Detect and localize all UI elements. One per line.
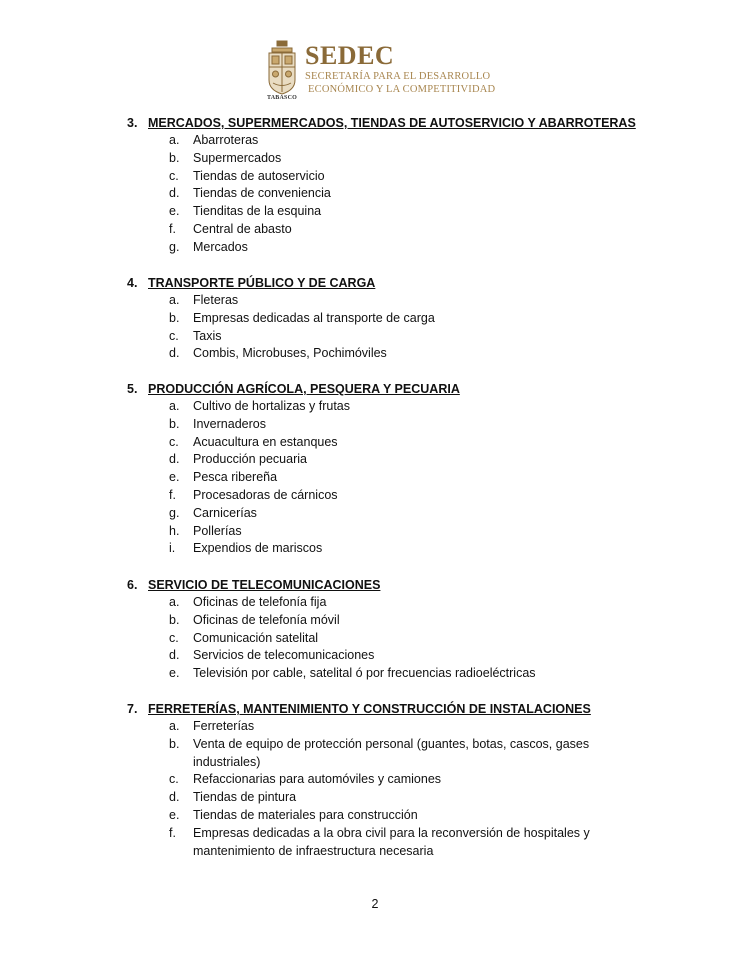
- item-letter: e.: [169, 470, 180, 485]
- item-letter: c.: [169, 168, 179, 183]
- list-item: [127, 487, 707, 505]
- item-letter: a.: [169, 719, 180, 733]
- list-item: [127, 168, 707, 186]
- item-letter: a.: [169, 399, 180, 413]
- brand-name: SEDEC: [305, 41, 395, 70]
- list-item: [127, 540, 707, 558]
- list-item: [127, 221, 707, 239]
- brand-line-1: SECRETARÍA PARA EL DESARROLLO: [305, 71, 491, 82]
- section-items: [127, 594, 707, 683]
- section-number: 3.: [127, 116, 138, 130]
- list-item: [127, 630, 707, 648]
- list-item: [127, 416, 707, 434]
- item-letter: c.: [169, 630, 179, 645]
- list-item: [127, 807, 707, 825]
- item-letter: g.: [169, 505, 180, 520]
- document-header: [265, 40, 505, 106]
- section-title: TRANSPORTE PÚBLICO Y DE CARGA: [148, 276, 376, 290]
- list-item: [127, 132, 707, 150]
- item-letter: d.: [169, 346, 180, 361]
- section-title: MERCADOS, SUPERMERCADOS, TIENDAS DE AUTOSERVICIO Y ABARROTERAS: [148, 116, 636, 130]
- section-4: [127, 274, 707, 363]
- item-text: Pesca ribereña: [193, 470, 278, 485]
- item-letter: f.: [169, 825, 176, 840]
- item-text: Refaccionarias para automóviles y camiones: [193, 772, 442, 787]
- item-text: Expendios de mariscos: [193, 541, 323, 556]
- item-letter: a.: [169, 133, 180, 147]
- list-item: [127, 434, 707, 452]
- item-text: Supermercados: [193, 150, 282, 165]
- item-letter: d.: [169, 648, 180, 663]
- list-item: [127, 292, 707, 310]
- item-text: Invernaderos: [193, 416, 266, 431]
- item-text: Televisión por cable, satelital ó por frecuencias radioeléctricas: [193, 666, 536, 681]
- section-heading: [127, 274, 707, 292]
- section-items: [127, 292, 707, 363]
- item-text: Ferreterías: [193, 719, 255, 733]
- section-heading: [127, 700, 707, 718]
- item-text: Tiendas de pintura: [193, 790, 297, 805]
- list-item: [127, 239, 707, 257]
- item-text: Fleteras: [193, 293, 239, 307]
- list-item: [127, 736, 707, 772]
- list-item: [127, 771, 707, 789]
- item-letter: c.: [169, 772, 179, 787]
- section-items: [127, 132, 707, 257]
- item-letter: i.: [169, 541, 176, 556]
- item-letter: a.: [169, 293, 180, 307]
- item-letter: b.: [169, 416, 180, 431]
- list-item: [127, 328, 707, 346]
- item-letter: d.: [169, 790, 180, 805]
- item-text: Acuacultura en estanques: [193, 434, 338, 449]
- list-item: [127, 185, 707, 203]
- page-number: 2: [371, 897, 379, 911]
- list-item: [127, 469, 707, 487]
- list-item: [127, 505, 707, 523]
- tabasco-seal-icon: [265, 40, 299, 102]
- section-title: FERRETERÍAS, MANTENIMIENTO Y CONSTRUCCIÓN DE INSTALACIONES: [148, 702, 591, 716]
- section-number: 6.: [127, 578, 138, 592]
- item-text: Producción pecuaria: [193, 452, 307, 467]
- item-text: Tienditas de la esquina: [193, 204, 322, 219]
- sedec-brand: [305, 42, 495, 96]
- list-item: [127, 398, 707, 416]
- item-letter: d.: [169, 186, 180, 201]
- item-text: Tiendas de autoservicio: [193, 168, 325, 183]
- section-heading: [127, 576, 707, 594]
- item-text: Comunicación satelital: [193, 630, 319, 645]
- section-5: [127, 380, 707, 558]
- item-letter: b.: [169, 736, 180, 751]
- item-text: Venta de equipo de protección personal (guantes, botas, cascos, gases industriales): [193, 736, 590, 769]
- item-text: Servicios de telecomunicaciones: [193, 648, 375, 663]
- list-item: [127, 665, 707, 683]
- item-letter: b.: [169, 310, 180, 325]
- list-item: [127, 523, 707, 541]
- section-3: [127, 114, 707, 257]
- item-text: Carnicerías: [193, 505, 257, 520]
- item-letter: e.: [169, 204, 180, 219]
- item-text: Procesadoras de cárnicos: [193, 487, 338, 502]
- item-text: Empresas dedicadas a la obra civil para la reconversión de hospitales y mantenimiento de infraestructura necesaria: [193, 825, 590, 858]
- section-items: [127, 398, 707, 558]
- section-7: [127, 700, 707, 860]
- item-text: Central de abasto: [193, 221, 292, 236]
- list-item: [127, 150, 707, 168]
- list-item: [127, 203, 707, 221]
- list-item: [127, 825, 707, 861]
- section-items: [127, 718, 707, 860]
- section-number: 7.: [127, 702, 138, 716]
- item-text: Oficinas de telefonía móvil: [193, 612, 340, 627]
- item-letter: b.: [169, 150, 180, 165]
- section-heading: [127, 380, 707, 398]
- item-text: Combis, Microbuses, Pochimóviles: [193, 346, 387, 361]
- section-title: SERVICIO DE TELECOMUNICACIONES: [148, 578, 381, 592]
- list-item: [127, 451, 707, 469]
- item-letter: h.: [169, 523, 180, 538]
- item-letter: c.: [169, 434, 179, 449]
- list-item: [127, 310, 707, 328]
- item-text: Taxis: [193, 328, 222, 343]
- item-letter: f.: [169, 487, 176, 502]
- section-title: PRODUCCIÓN AGRÍCOLA, PESQUERA Y PECUARIA: [148, 382, 460, 396]
- seal-caption: TABASCO: [267, 95, 297, 101]
- item-text: Tiendas de conveniencia: [193, 186, 331, 201]
- list-item: [127, 718, 707, 736]
- item-letter: d.: [169, 452, 180, 467]
- list-item: [127, 647, 707, 665]
- section-heading: [127, 114, 707, 132]
- list-item: [127, 789, 707, 807]
- section-number: 4.: [127, 276, 138, 290]
- item-text: Tiendas de materiales para construcción: [193, 807, 418, 822]
- item-letter: e.: [169, 807, 180, 822]
- list-item: [127, 594, 707, 612]
- item-text: Pollerías: [193, 523, 242, 538]
- item-letter: f.: [169, 221, 176, 236]
- item-text: Abarroteras: [193, 133, 259, 147]
- item-text: Cultivo de hortalizas y frutas: [193, 399, 351, 413]
- section-number: 5.: [127, 382, 138, 396]
- item-text: Oficinas de telefonía fija: [193, 595, 327, 609]
- item-letter: e.: [169, 666, 180, 681]
- item-letter: a.: [169, 595, 180, 609]
- section-6: [127, 576, 707, 683]
- item-text: Empresas dedicadas al transporte de carga: [193, 310, 435, 325]
- list-item: [127, 612, 707, 630]
- list-item: [127, 345, 707, 363]
- item-letter: b.: [169, 612, 180, 627]
- brand-line-2: ECONÓMICO Y LA COMPETITIVIDAD: [308, 84, 496, 95]
- item-letter: g.: [169, 239, 180, 254]
- item-letter: c.: [169, 328, 179, 343]
- item-text: Mercados: [193, 239, 248, 254]
